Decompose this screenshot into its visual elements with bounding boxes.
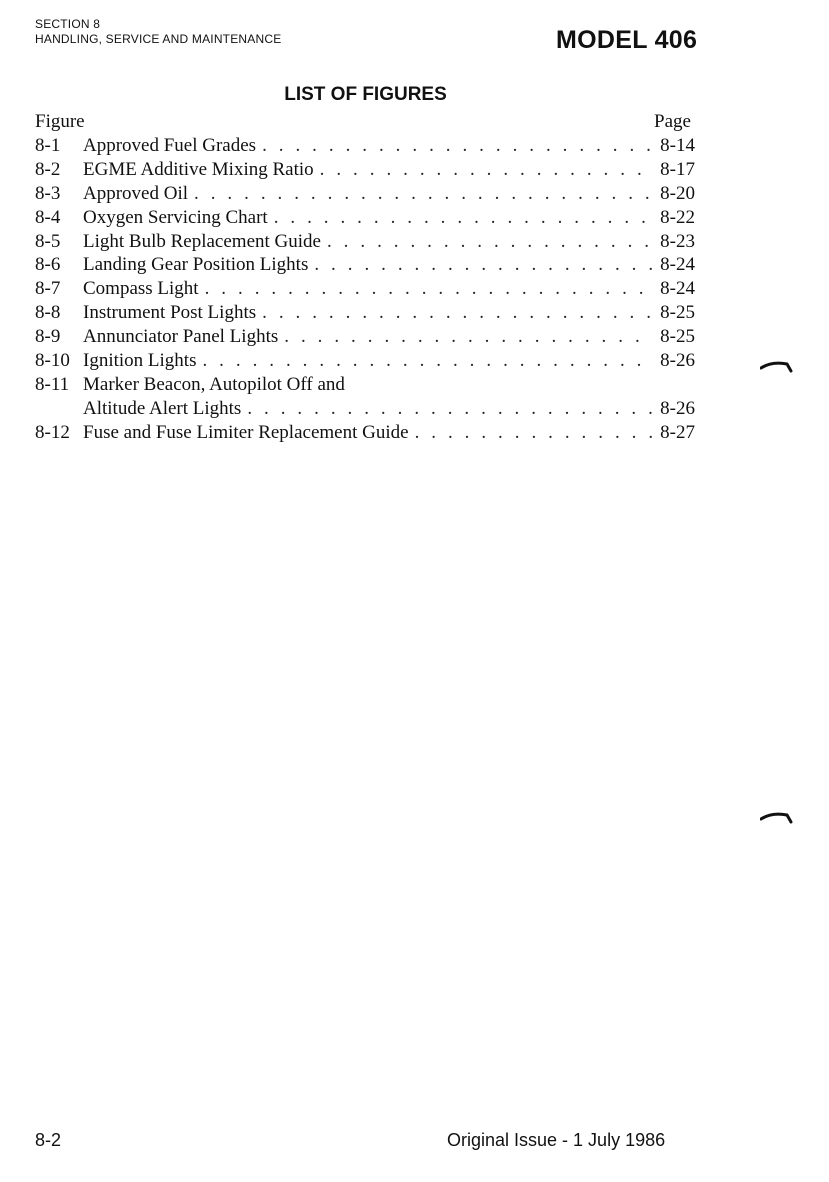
figure-title: Compass Light xyxy=(83,278,199,300)
dot-leader xyxy=(194,182,652,206)
figure-number: 8-7 xyxy=(35,278,61,300)
figure-page: 8-24 xyxy=(660,278,695,300)
figure-title-continuation: Altitude Alert Lights xyxy=(83,397,242,419)
model-title: MODEL 406 xyxy=(556,26,698,54)
list-item xyxy=(35,158,695,182)
dot-leader xyxy=(415,421,653,445)
list-item xyxy=(35,277,695,301)
figure-title: Light Bulb Replacement Guide xyxy=(83,230,321,252)
figure-page: 8-25 xyxy=(660,302,695,324)
list-item xyxy=(35,253,695,277)
dot-leader xyxy=(262,134,652,158)
dot-leader xyxy=(202,349,652,373)
figure-page: 8-27 xyxy=(660,421,695,443)
figure-page: 8-20 xyxy=(660,182,695,204)
figure-page: 8-17 xyxy=(660,158,695,180)
figure-title: Marker Beacon, Autopilot Off and xyxy=(83,373,345,395)
dot-leader xyxy=(314,253,652,277)
list-item xyxy=(35,134,695,158)
figure-number: 8-8 xyxy=(35,302,61,324)
figure-title: Fuse and Fuse Limiter Replacement Guide xyxy=(83,421,409,443)
list-item xyxy=(35,349,695,373)
figure-page: 8-25 xyxy=(660,326,695,348)
figure-number: 8-9 xyxy=(35,326,61,348)
revision-mark xyxy=(760,810,794,826)
figure-title: Annunciator Panel Lights xyxy=(83,326,279,348)
dot-leader xyxy=(320,158,653,182)
list-item xyxy=(35,325,695,349)
figure-number: 8-2 xyxy=(35,158,61,180)
figure-number: 8-12 xyxy=(35,421,70,443)
page-number: 8-2 xyxy=(35,1130,62,1150)
figure-title: Landing Gear Position Lights xyxy=(83,254,309,276)
section-title: HANDLING, SERVICE AND MAINTENANCE xyxy=(35,32,282,46)
dot-leader xyxy=(247,397,652,421)
list-item xyxy=(35,206,695,230)
list-item xyxy=(35,301,695,325)
section-number: SECTION 8 xyxy=(35,17,101,31)
figure-number: 8-1 xyxy=(35,135,61,156)
figure-title: Oxygen Servicing Chart xyxy=(83,206,268,228)
figure-number: 8-3 xyxy=(35,182,61,204)
page-header xyxy=(35,17,281,47)
figure-page: 8-14 xyxy=(660,135,695,156)
figure-list xyxy=(35,134,695,445)
revision-mark xyxy=(760,359,794,375)
figure-column-header: Figure xyxy=(35,111,85,132)
dot-leader xyxy=(205,277,653,301)
figure-title: Approved Oil xyxy=(83,182,189,204)
dot-leader xyxy=(284,325,652,349)
page-column-header: Page xyxy=(654,111,691,132)
figure-number: 8-6 xyxy=(35,254,61,276)
list-item xyxy=(35,373,695,397)
figure-title: Approved Fuel Grades xyxy=(83,135,257,156)
figure-number: 8-10 xyxy=(35,350,70,372)
figure-number: 8-5 xyxy=(35,230,61,252)
figure-page: 8-26 xyxy=(660,350,695,372)
list-item xyxy=(35,230,695,254)
figure-page: 8-24 xyxy=(660,254,695,276)
figure-page: 8-26 xyxy=(660,397,695,419)
list-item-continuation xyxy=(35,397,695,421)
figure-number: 8-11 xyxy=(35,373,70,395)
dot-leader xyxy=(327,230,652,254)
list-item xyxy=(35,421,695,445)
figure-number: 8-4 xyxy=(35,206,61,228)
figure-page: 8-23 xyxy=(660,230,695,252)
figure-title: Instrument Post Lights xyxy=(83,302,257,324)
issue-date: Original Issue - 1 July 1986 xyxy=(447,1130,666,1150)
figure-title: Ignition Lights xyxy=(83,350,197,372)
list-item xyxy=(35,182,695,206)
list-of-figures-heading: LIST OF FIGURES xyxy=(284,84,447,105)
figure-title: EGME Additive Mixing Ratio xyxy=(83,158,314,180)
dot-leader xyxy=(274,206,652,230)
figure-page: 8-22 xyxy=(660,206,695,228)
dot-leader xyxy=(262,301,652,325)
